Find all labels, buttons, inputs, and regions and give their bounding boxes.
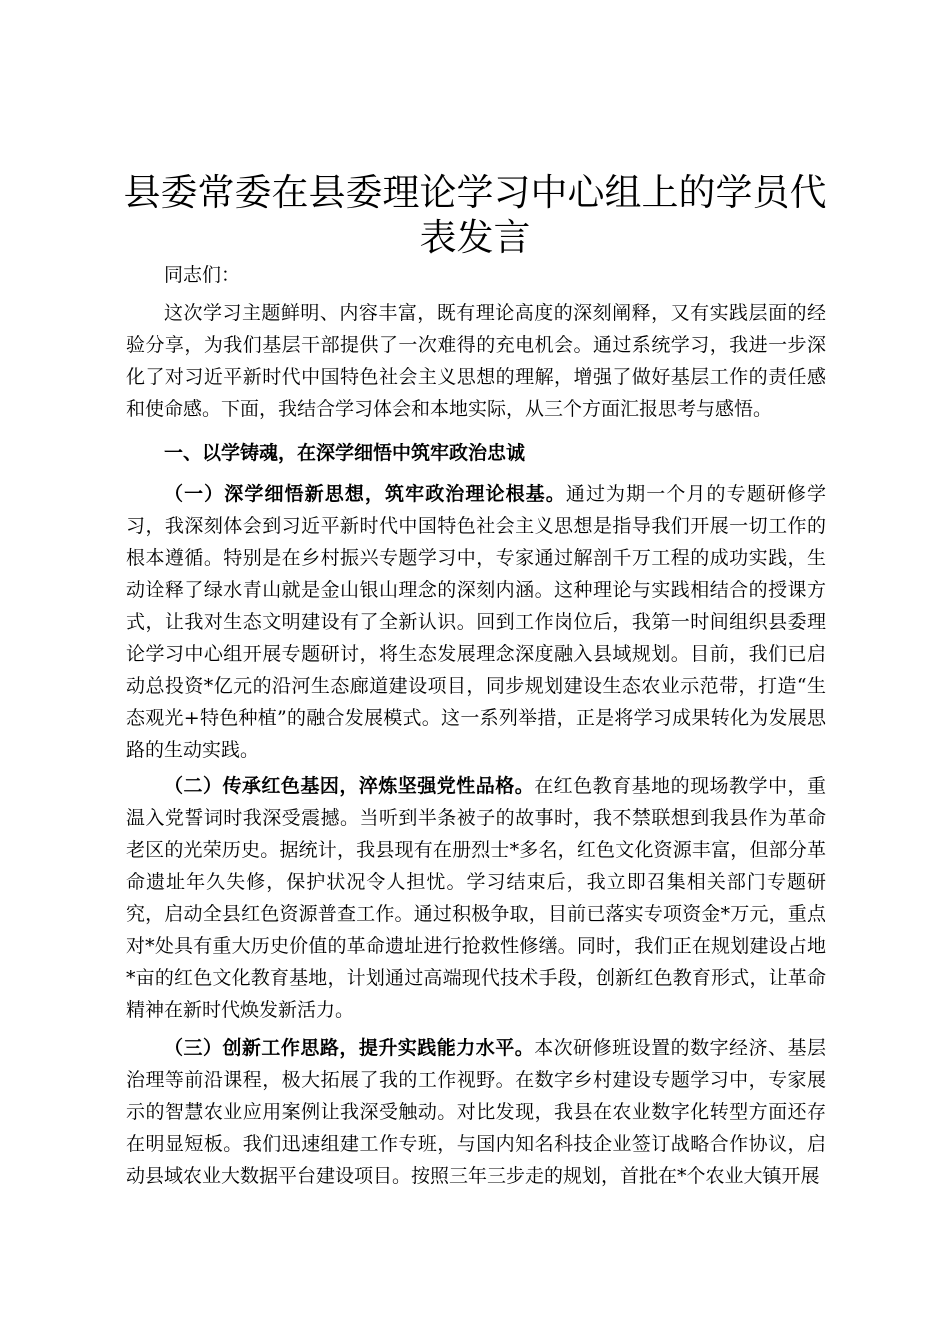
paragraph-3-lead: （三）创新工作思路，提升实践能力水平。 xyxy=(164,1037,535,1059)
section-heading-1: 一、以学铸魂，在深学细悟中筑牢政治忠诚 xyxy=(164,442,526,464)
intro-paragraph: 这次学习主题鲜明、内容丰富，既有理论高度的深刻阐释，又有实践层面的经验分享，为我们基层干部提供了一次难得的充电机会。通过系统学习，我进一步深化了对习近平新时代中国特色社会主义思想的理解，增强了做好基层工作的责任感和使命感。下面，我结合学习体会和本地实际，从三个方面汇报思考与感悟。 xyxy=(126,302,826,420)
salutation: 同志们： xyxy=(164,264,241,286)
paragraph-3-text: 本次研修班设置的数字经济、基层治理等前沿课程，极大拓展了我的工作视野。在数字乡村建设专题学习中，专家展示的智慧农业应用案例让我深受触动。对比发现，我县在农业数字化转型方面还存在明显短板。我们迅速组建工作专班，与国内知名科技企业签订战略合作协议，启动县域农业大数据平台建设项目。按照三年三步走的规划，首批在*个农业大镇开展 xyxy=(126,1037,826,1187)
paragraph-1-text: 通过为期一个月的专题研修学习，我深刻体会到习近平新时代中国特色社会主义思想是指导我们开展一切工作的根本遵循。特别是在乡村振兴专题学习中，专家通过解剖千万工程的成功实践，生动诠释了绿水青山就是金山银山理念的深刻内涵。这种理论与实践相结合的授课方式，让我对生态文明建设有了全新认识。回到工作岗位后，我第一时间组织县委理论学习中心组开展专题研讨，将生态发展理念深度融入县域规划。目前，我们已启动总投资*亿元的沿河生态廊道建设项目，同步规划建设生态农业示范带，打造“生态观光+特色种植”的融合发展模式。这一系列举措，正是将学习成果转化为发展思路的生动实践。 xyxy=(126,483,826,761)
paragraph-1 xyxy=(126,478,826,766)
paragraph-1-lead: （一）深学细悟新思想，筑牢政治理论根基。 xyxy=(164,483,566,505)
paragraph-2-text: 在红色教育基地的现场教学中，重温入党誓词时我深受震撼。当听到半条被子的故事时，我不禁联想到我县作为革命老区的光荣历史。据统计，我县现有在册烈士*多名，红色文化资源丰富，但部分革命遗址年久失修，保护状况令人担忧。学习结束后，我立即召集相关部门专题研究，启动全县红色资源普查工作。通过积极争取，目前已落实专项资金*万元，重点对*处具有重大历史价值的革命遗址进行抢救性修缮。同时，我们正在规划建设占地*亩的红色文化教育基地，计划通过高端现代技术手段，创新红色教育形式，让革命精神在新时代焕发新活力。 xyxy=(126,775,826,1021)
paragraph-2-lead: （二）传承红色基因，淬炼坚强党性品格。 xyxy=(164,775,535,797)
document-title: 县委常委在县委理论学习中心组上的学员代表发言 xyxy=(123,171,827,259)
paragraph-3 xyxy=(126,1032,826,1192)
paragraph-2 xyxy=(126,770,826,1026)
